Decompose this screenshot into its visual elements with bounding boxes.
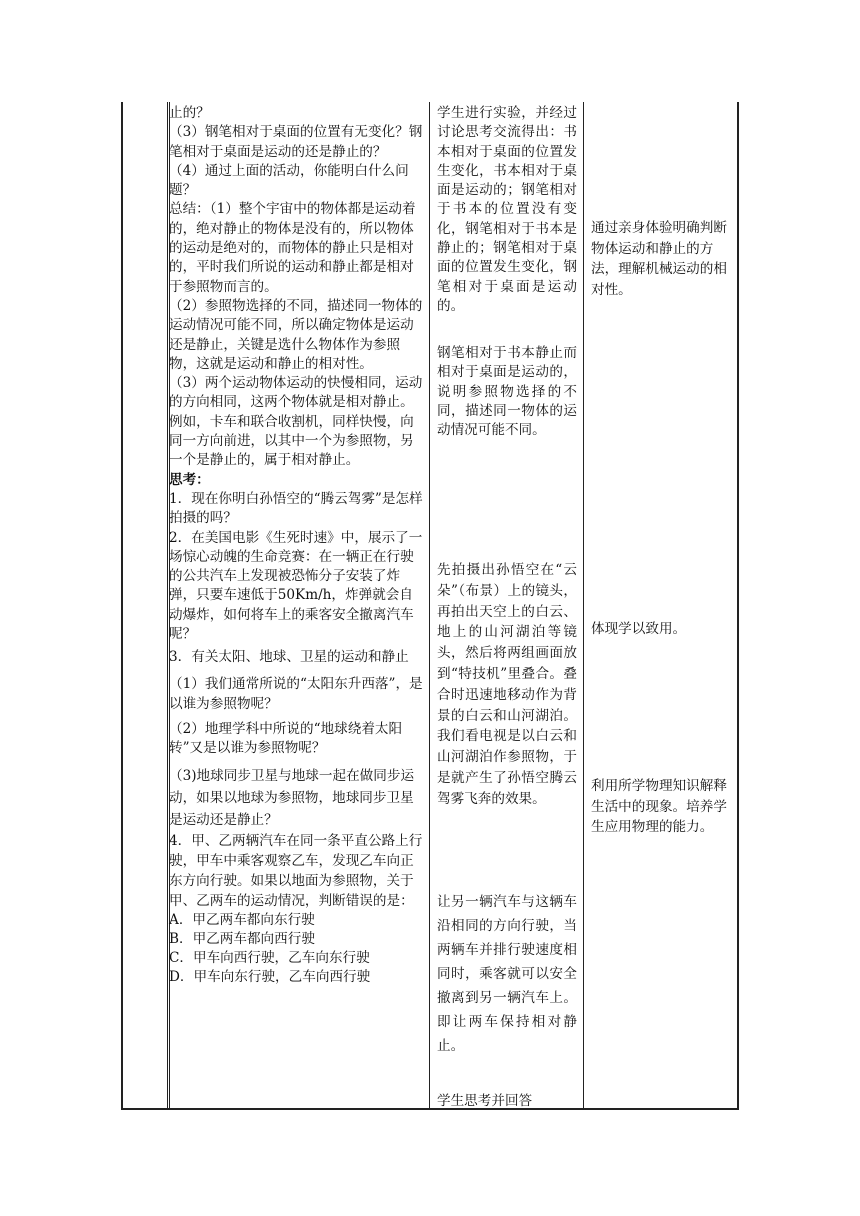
answer-experiment: 学生进行实验，并经过讨论思考交流得出：书本相对于桌面的位置发生变化，书本相对于桌面是运动的；钢笔相对于书本的位置没有变化，钢笔相对于书本是静止的；钢笔相对于桌面的位置发生变化，钢笔相对于桌面是运动的。 [437,105,577,314]
question-2: 2．在美国电影《生死时速》中，展示了一场惊心动魄的生命竞赛：在一辆正在行驶的公共汽车上发现被恐怖分子安装了炸弹，只要车速低于50Km/h，炸弹就会自动爆炸，如何将车上的乘客安全撤离汽车呢？ [169,529,423,643]
answer-think: 学生思考并回答 [437,1093,533,1109]
answer-relativity: 钢笔相对于书本静止而相对于桌面是运动的，说明参照物选择的不同，描述同一物体的运动情况可能不同。 [437,345,577,439]
question-3: 3．有关太阳、地球、卫星的运动和静止 [169,649,409,666]
student-activity-cell [437,104,577,1109]
think-heading: 思考： [169,471,210,488]
summary-1: 总结：（1）整个宇宙中的物体都是运动着的，绝对静止的物体是没有的，所以物体的运动是绝对的，而物体的静止只是相对的，平时我们所说的运动和静止都是相对于参照物而言的。 [169,201,416,295]
column-divider-1 [167,102,168,1110]
lesson-table [121,102,739,1110]
table-border-bottom [121,1108,739,1110]
content-line: 止的？ [169,105,210,121]
table-border-right [737,102,739,1110]
answer-bus: 让另一辆汽车与这辆车沿相同的方向行驶，当两辆车并排行驶速度相同时，乘客就可以安全撤离到另一辆汽车上。即让两车保持相对静止。 [437,894,577,1054]
content-line: （3）钢笔相对于桌面的位置有无变化？钢笔相对于桌面是运动的还是静止的？ [169,124,423,160]
option-d: D．甲车向东行驶，乙车向西行驶 [169,969,371,986]
question-1: 1．现在你明白孙悟空的“腾云驾雾”是怎样拍摄的吗？ [169,490,423,527]
column-divider-3 [583,102,584,1110]
question-3-1: （1）我们通常所说的“太阳东升西落”，是以谁为参照物呢？ [169,676,423,712]
option-a: A．甲乙两车都向东行驶 [169,911,315,928]
question-4: 4．甲、乙两辆汽车在同一条平直公路上行驶，甲车中乘客观察乙车，发现乙车向正东方向行驶。如果以地面为参照物，关于甲、乙两车的运动情况，判断错误的是： [169,832,423,909]
option-b: B．甲乙两车都向西行驶 [169,930,315,947]
answer-filming: 先拍摄出孙悟空在“云朵”（布景）上的镜头，再拍出天空上的白云、地上的山河湖泊等镜头，然后将两组画面放到“特技机”里叠合。叠合时迅速地移动作为背景的白云和山河湖泊。我们看电视是以白云和山河湖泊作参照物，于是就产生了孙悟空腾云驾雾飞奔的效果。 [437,562,577,807]
content-line: （4）通过上面的活动，你能明白什么问题？ [169,162,409,199]
option-c: C．甲车向西行驶，乙车向东行驶 [169,950,370,967]
intent-2: 体现学以致用。 [591,621,687,637]
design-intent-cell [591,102,731,1102]
intent-1: 通过亲身体验明确判断物体运动和静止的方法，理解机械运动的相对性。 [591,220,727,298]
question-3-2: （2）地理学科中所说的“地球绕着太阳转”又是以谁为参照物呢？ [169,720,403,757]
question-3-3: （3)地球同步卫星与地球一起在做同步运动，如果以地球为参照物，地球同步卫星是运动还是静止？ [169,767,415,828]
summary-2: （2）参照物选择的不同，描述同一物体的运动情况可能不同，所以确定物体是运动还是静止，关键是选什么物体作为参照物，这就是运动和静止的相对性。 [169,297,423,372]
teaching-content-cell [169,104,425,988]
column-divider-2 [429,102,430,1110]
intent-3: 利用所学物理知识解释生活中的现象。培养学生应用物理的能力。 [591,778,727,835]
table-border-left [121,102,123,1110]
summary-3: （3）两个运动物体运动的快慢相同，运动的方向相同，这两个物体就是相对静止。例如，卡车和联合收割机，同样快慢，向同一方向前进，以其中一个为参照物，另一个是静止的，属于相对静止。 [169,375,423,469]
